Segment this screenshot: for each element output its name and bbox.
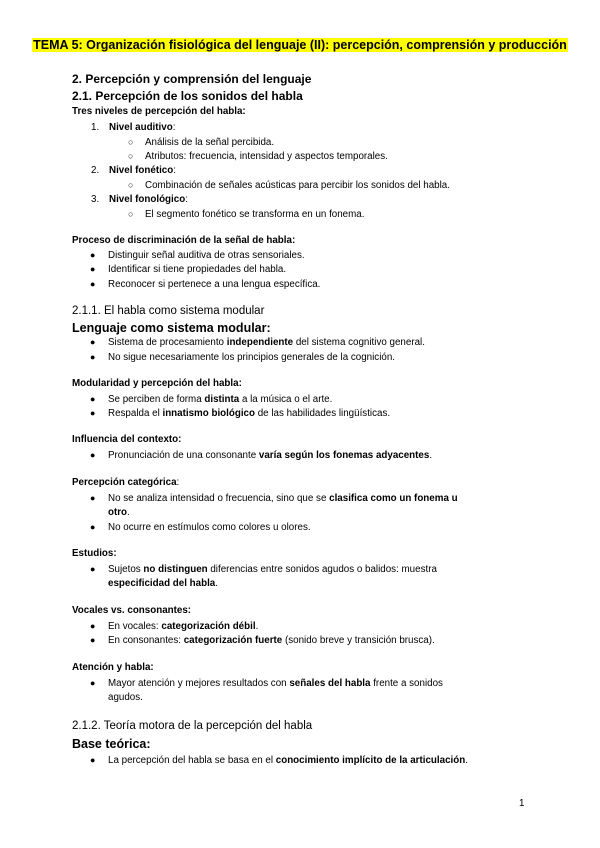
bullet: ● (90, 493, 96, 503)
page-number: 1 (519, 798, 525, 809)
bullet: ● (90, 264, 96, 274)
bullet: ● (90, 635, 96, 645)
modular-heading: Lenguaje como sistema modular: (72, 321, 271, 335)
studies-heading: Estudios: (72, 548, 117, 559)
list-number: 3. (91, 194, 100, 205)
level-label: Nivel auditivo (109, 122, 173, 133)
heading-2-1: 2.1. Percepción de los sonidos del habla (72, 89, 303, 103)
sub-item: El segmento fonético se transforma en un fonema. (145, 209, 365, 220)
bullet: ● (90, 279, 96, 289)
circle-bullet: ○ (128, 209, 134, 219)
list-item: En consonantes: categorización fuerte (sonido breve y transición brusca). (108, 635, 435, 646)
sub-item: Combinación de señales acústicas para percibir los sonidos del habla. (145, 180, 450, 191)
list-item: Respalda el innatismo biológico de las habilidades lingüísticas. (108, 408, 391, 419)
sub-item: Análisis de la señal percibida. (145, 137, 275, 148)
context-heading: Influencia del contexto: (72, 434, 182, 445)
bullet: ● (90, 408, 96, 418)
bullet: ● (90, 352, 96, 362)
vowels-heading: Vocales vs. consonantes: (72, 605, 192, 616)
list-number: 2. (91, 165, 100, 176)
list-item: Mayor atención y mejores resultados con señales del habla frente a sonidos (108, 678, 443, 689)
discrimination-heading: Proceso de discriminación de la señal de habla: (72, 235, 296, 246)
base-heading: Base teórica: (72, 737, 151, 751)
level-label: Nivel fonológico (109, 194, 186, 205)
bullet: ● (90, 621, 96, 631)
heading-2-1-1: 2.1.1. El habla como sistema modular (72, 305, 265, 317)
bullet: ● (90, 394, 96, 404)
attention-heading: Atención y habla: (72, 662, 154, 673)
level-label: Nivel fonético (109, 165, 174, 176)
list-item: No ocurre en estímulos como colores u olores. (108, 522, 311, 533)
list-item: Reconocer si pertenece a una lengua específica. (108, 279, 321, 290)
categorical-heading: Percepción categórica: (72, 477, 180, 488)
list-item: La percepción del habla se basa en el conocimiento implícito de la articulación. (108, 755, 468, 766)
list-item: Sistema de procesamiento independiente del sistema cognitivo general. (108, 337, 425, 348)
level-item: Nivel fonológico: (109, 194, 188, 205)
heading-2: 2. Percepción y comprensión del lenguaje (72, 72, 312, 86)
list-item: En vocales: categorización débil. (108, 621, 259, 632)
list-item: Identificar si tiene propiedades del habla. (108, 264, 287, 275)
page-title: TEMA 5: Organización fisiológica del lenguaje (II): percepción, comprensión y producción (33, 38, 567, 52)
bullet: ● (90, 522, 96, 532)
list-item: Sujetos no distinguen diferencias entre sonidos agudos o balidos: muestra (108, 564, 437, 575)
bullet: ● (90, 450, 96, 460)
list-item: Pronunciación de una consonante varía según los fonemas adyacentes. (108, 450, 433, 461)
bullet: ● (90, 678, 96, 688)
list-item: No se analiza intensidad o frecuencia, sino que se clasifica como un fonema u (108, 493, 458, 504)
circle-bullet: ○ (128, 180, 134, 190)
list-item: Distinguir señal auditiva de otras sensoriales. (108, 250, 305, 261)
level-item: Nivel auditivo: (109, 122, 176, 133)
sub-item: Atributos: frecuencia, intensidad y aspectos temporales. (145, 151, 388, 162)
list-item: Se perciben de forma distinta a la música o el arte. (108, 394, 333, 405)
list-item: No sigue necesariamente los principios generales de la cognición. (108, 352, 395, 363)
levels-heading: Tres niveles de percepción del habla: (72, 106, 246, 117)
list-number: 1. (91, 122, 100, 133)
bullet: ● (90, 250, 96, 260)
bullet: ● (90, 564, 96, 574)
level-item: Nivel fonético: (109, 165, 176, 176)
heading-2-1-2: 2.1.2. Teoría motora de la percepción del habla (72, 720, 313, 732)
modularity-heading: Modularidad y percepción del habla: (72, 378, 242, 389)
list-item-continued: agudos. (108, 692, 143, 703)
circle-bullet: ○ (128, 137, 134, 147)
list-item-continued: especificidad del habla. (108, 578, 218, 589)
circle-bullet: ○ (128, 151, 134, 161)
list-item-continued: otro. (108, 507, 130, 518)
title-block (0, 36, 600, 54)
bullet: ● (90, 337, 96, 347)
bullet: ● (90, 755, 96, 765)
